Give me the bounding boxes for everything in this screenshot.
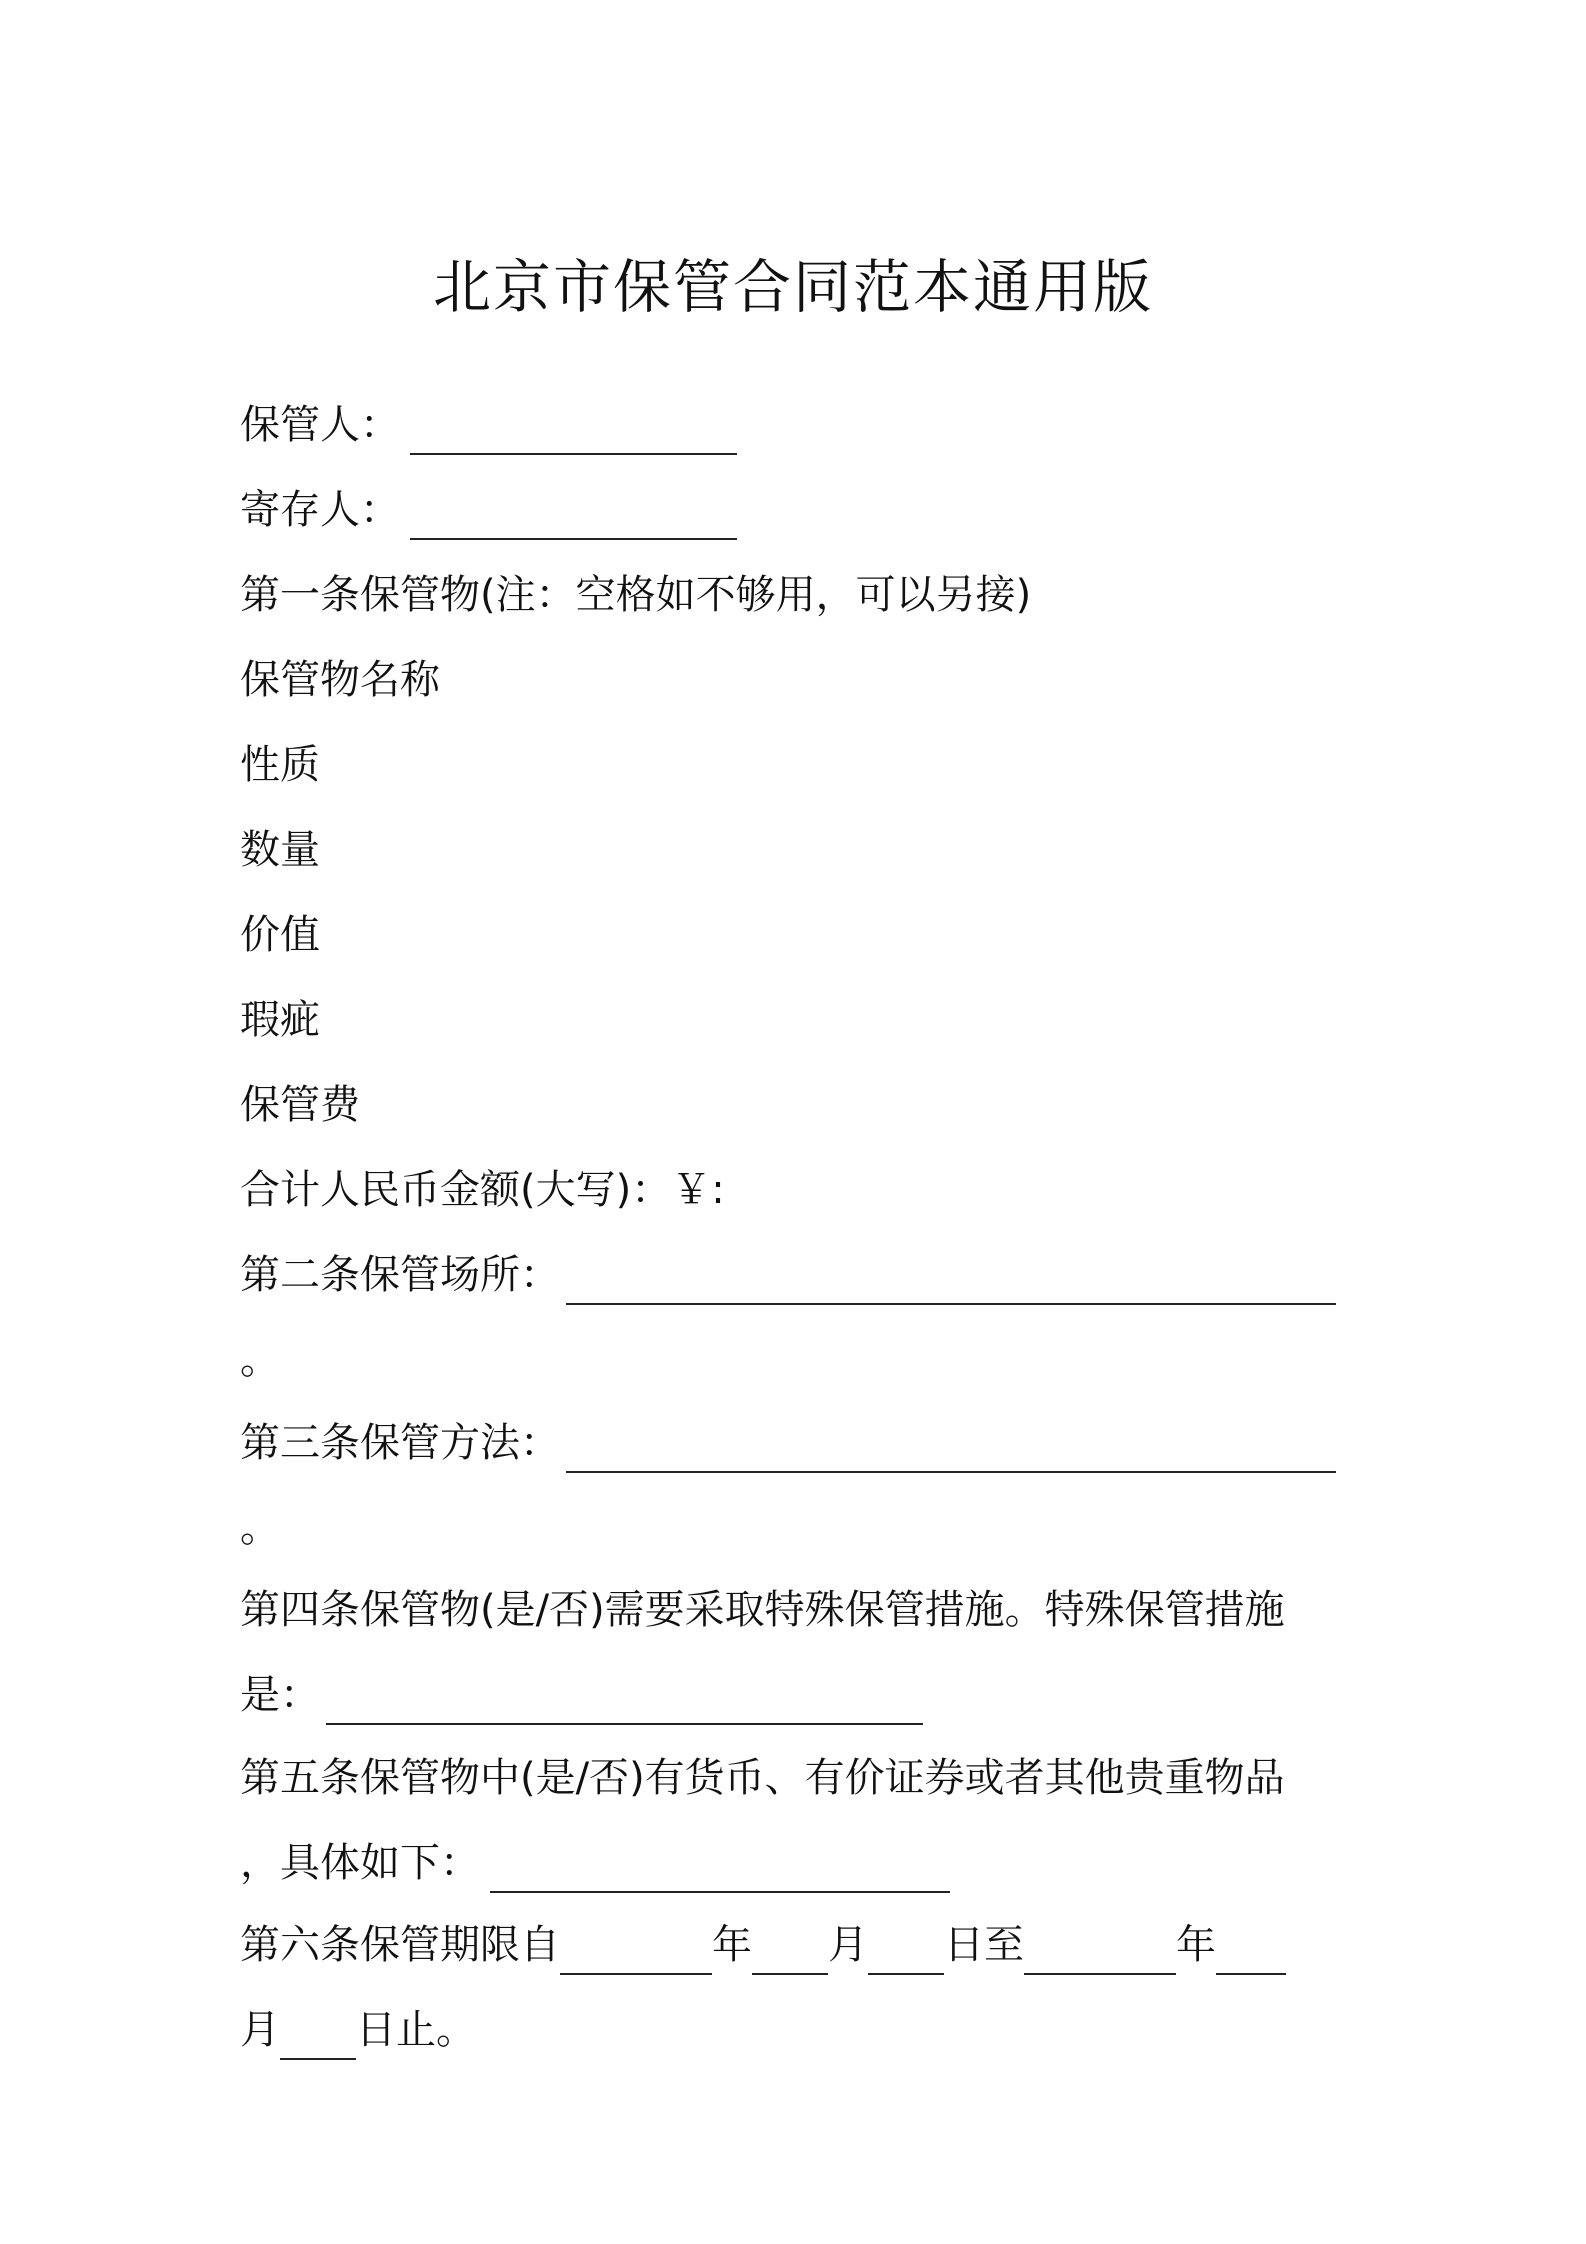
start-day-label: 日至 <box>944 1922 1024 1968</box>
start-day-blank[interactable] <box>868 1929 944 1975</box>
article-6-line1 <box>240 1915 1286 1975</box>
end-month-blank[interactable] <box>1216 1929 1286 1975</box>
article-5-line1: 第五条保管物中(是/否)有货币、有价证券或者其他贵重物品 <box>240 1755 1285 1801</box>
start-year-label: 年 <box>712 1922 752 1968</box>
depositor-line <box>240 480 737 540</box>
storage-location-blank[interactable] <box>566 1259 1336 1305</box>
document-title: 北京市保管合同范本通用版 <box>432 253 1153 321</box>
article-4-line1: 第四条保管物(是/否)需要采取特殊保管措施。特殊保管措施 <box>240 1587 1285 1633</box>
article-1: 第一条保管物(注：空格如不够用，可以另接) <box>240 572 1032 618</box>
start-year-blank[interactable] <box>560 1929 712 1975</box>
special-measures-blank[interactable] <box>326 1679 923 1725</box>
storage-method-blank[interactable] <box>566 1427 1336 1473</box>
defects-label: 瑕疵 <box>240 997 320 1043</box>
article-6-line2 <box>240 2000 476 2060</box>
start-month-blank[interactable] <box>752 1929 828 1975</box>
depositor-label: 寄存人： <box>240 487 400 533</box>
article-3-end: 。 <box>240 1505 280 1551</box>
custodian-blank[interactable] <box>410 409 737 455</box>
article-2-label: 第二条保管场所： <box>240 1252 560 1298</box>
article-3-label: 第三条保管方法： <box>240 1420 560 1466</box>
fee-label: 保管费 <box>240 1082 360 1128</box>
valuables-detail-blank[interactable] <box>490 1847 950 1893</box>
value-label: 价值 <box>240 912 320 958</box>
end-day-blank[interactable] <box>280 2014 356 2060</box>
custodian-label: 保管人： <box>240 402 400 448</box>
end-year-label: 年 <box>1176 1922 1216 1968</box>
end-month-label: 月 <box>240 2007 280 2053</box>
article-4-label: 是： <box>240 1672 320 1718</box>
nature-label: 性质 <box>240 742 320 788</box>
article-5-label: ，具体如下： <box>240 1840 480 1886</box>
article-4-line2 <box>240 1665 923 1725</box>
depositor-blank[interactable] <box>410 494 737 540</box>
article-2-end: 。 <box>240 1337 280 1383</box>
quantity-label: 数量 <box>240 827 320 873</box>
end-day-label: 日止。 <box>356 2007 476 2053</box>
start-month-label: 月 <box>828 1922 868 1968</box>
article-2-line <box>240 1245 1336 1305</box>
article-6-prefix: 第六条保管期限自 <box>240 1922 560 1968</box>
article-3-line <box>240 1413 1336 1473</box>
end-year-blank[interactable] <box>1024 1929 1176 1975</box>
item-name-label: 保管物名称 <box>240 657 440 703</box>
total-amount-line: 合计人民币金额(大写)：￥: <box>240 1167 725 1213</box>
article-5-line2 <box>240 1833 950 1893</box>
custodian-line <box>240 395 737 455</box>
